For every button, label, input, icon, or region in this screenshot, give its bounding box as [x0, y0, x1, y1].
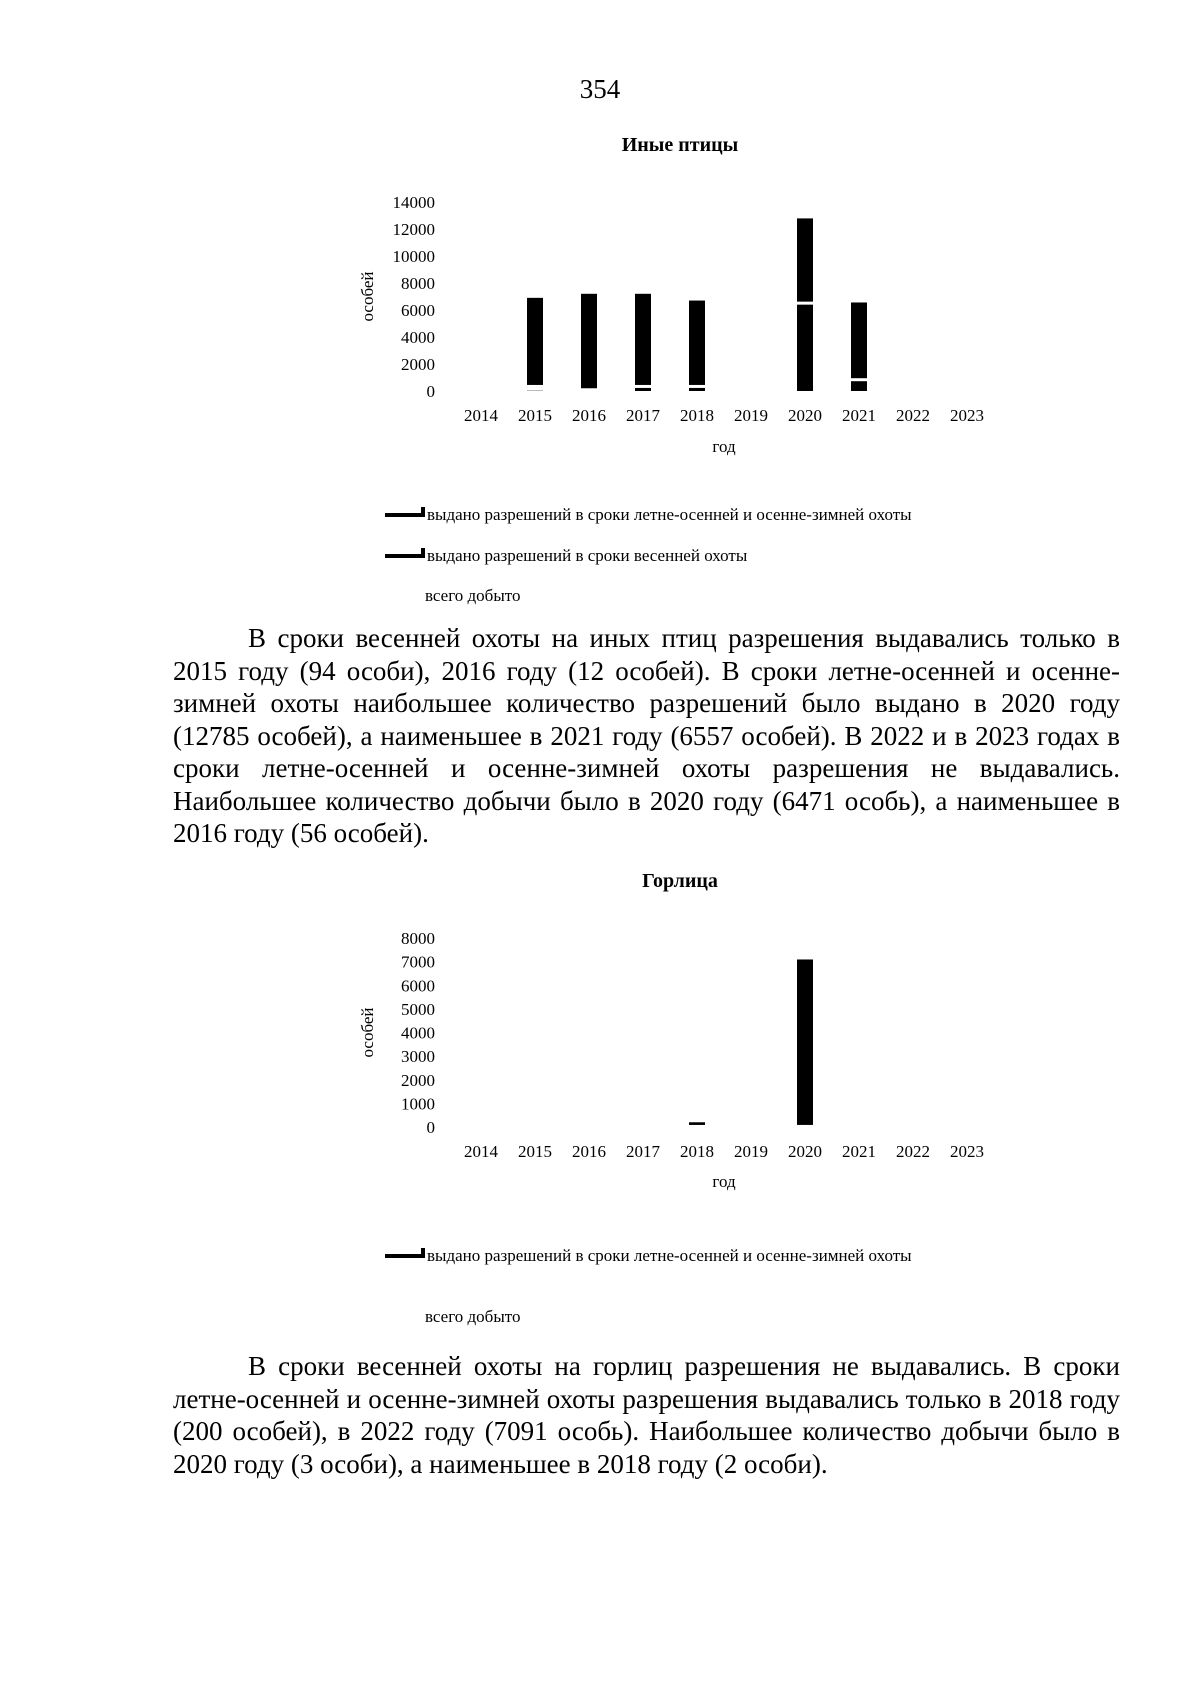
chart1-xtick-label: 2020	[788, 406, 822, 425]
chart1-legend-label-2: выдано разрешений в сроки весенней охоты	[427, 546, 748, 565]
chart2-xtick-label: 2023	[950, 1142, 984, 1161]
chart2-xtick-label: 2019	[734, 1142, 768, 1161]
chart2-xtick-label: 2015	[518, 1142, 552, 1161]
chart1-xtick-label: 2016	[572, 406, 606, 425]
chart2-legend-item-2: всего добыто	[425, 1307, 521, 1326]
chart1-title: Иные птицы	[621, 134, 739, 156]
paragraph-1: В сроки весенней охоты на иных птиц разрешения выдавались только в 2015 году (94 особи), 2016 году (12 особей). В сроки летне-осенней и осенне-зимней охоты наибольшее количество разрешений было выдано в 2020 году (12785 особей), а наименьшее в 2021 году (6557 особей). В 2022 и в 2023 годах в сроки летне-осенней и осенне-зимней охоты разрешения не выдавались. Наибольшее количество добычи было в 2020 году (6471 особь), а наименьшее в 2016 году (56 особей).	[173, 623, 1120, 848]
chart1-ytick-label: 0	[426, 382, 435, 401]
chart2-ylabel: особей	[358, 1007, 377, 1058]
chart1-xtick-label: 2021	[842, 406, 876, 425]
chart1-xtick-label: 2023	[950, 406, 984, 425]
chart2-title: Горлица	[642, 870, 718, 892]
chart2-bar	[797, 959, 813, 1127]
chart1-xtick-label: 2019	[734, 406, 768, 425]
chart1-ytick-label: 14000	[392, 193, 435, 212]
chart2-legend-label-1: выдано разрешений в сроки летне-осенней и осенне-зимней охоты	[427, 1246, 912, 1265]
chart1-ylabel: особей	[358, 271, 377, 322]
chart1-ytick-label: 4000	[401, 328, 435, 347]
chart2-ytick-label: 2000	[401, 1070, 435, 1090]
chart2-ytick-label: 5000	[401, 999, 435, 1019]
chart2-xlabel: год	[712, 1172, 736, 1191]
chart2-ytick-label: 8000	[401, 929, 435, 948]
chart1-xlabel: год	[712, 437, 736, 456]
chart2-ytick-label: 6000	[401, 976, 435, 996]
chart2-xtick-label: 2020	[788, 1142, 822, 1161]
chart2-ytick-label: 3000	[401, 1047, 435, 1067]
chart2-series2-mark	[796, 1125, 814, 1128]
chart1-ytick-label: 12000	[392, 220, 435, 239]
chart1-ytick-label: 2000	[401, 355, 435, 374]
chart1-ytick-label: 10000	[392, 247, 435, 266]
chart1-ytick-label: 8000	[401, 274, 435, 293]
chart2-ytick-label: 0	[426, 1118, 435, 1137]
chart1-legend-label-1: выдано разрешений в сроки летне-осенней и осенне-зимней охоты	[427, 505, 912, 524]
chart1-xtick-label: 2015	[518, 406, 552, 425]
chart1-legend-item-3: всего добыто	[425, 586, 521, 605]
chart1-xtick-label: 2017	[626, 406, 660, 425]
chart2-legend-item-1	[385, 1246, 912, 1266]
page-number: 354	[579, 74, 621, 104]
chart2-xtick-label: 2022	[896, 1142, 930, 1161]
chart2-xtick-label: 2021	[842, 1142, 876, 1161]
paragraph-2: В сроки весенней охоты на горлиц разрешения не выдавались. В сроки летне-осенней и осенне-зимней охоты разрешения выдавались только в 2018 году (200 особей), в 2022 году (7091 особь). Наибольшее количество добычи было в 2020 году (3 особи), а наименьшее в 2018 году (2 особи).	[173, 1351, 1120, 1479]
chart2-xtick-label: 2017	[626, 1142, 660, 1161]
chart2-xtick-label: 2018	[680, 1142, 714, 1161]
chart1-xtick-label: 2018	[680, 406, 714, 425]
chart1-xtick-label: 2014	[464, 406, 498, 425]
chart1-xtick-label: 2022	[896, 406, 930, 425]
legend-swatch-icon	[385, 1254, 425, 1258]
chart2-ytick-label: 4000	[401, 1023, 435, 1043]
chart1-ytick-label: 6000	[401, 301, 435, 320]
chart2-ytick-label: 7000	[401, 952, 435, 972]
chart2-xtick-label: 2014	[464, 1142, 498, 1161]
chart2-xtick-label: 2016	[572, 1142, 606, 1161]
chart2-series2-mark	[688, 1125, 706, 1128]
chart2-ytick-label: 1000	[401, 1094, 435, 1114]
